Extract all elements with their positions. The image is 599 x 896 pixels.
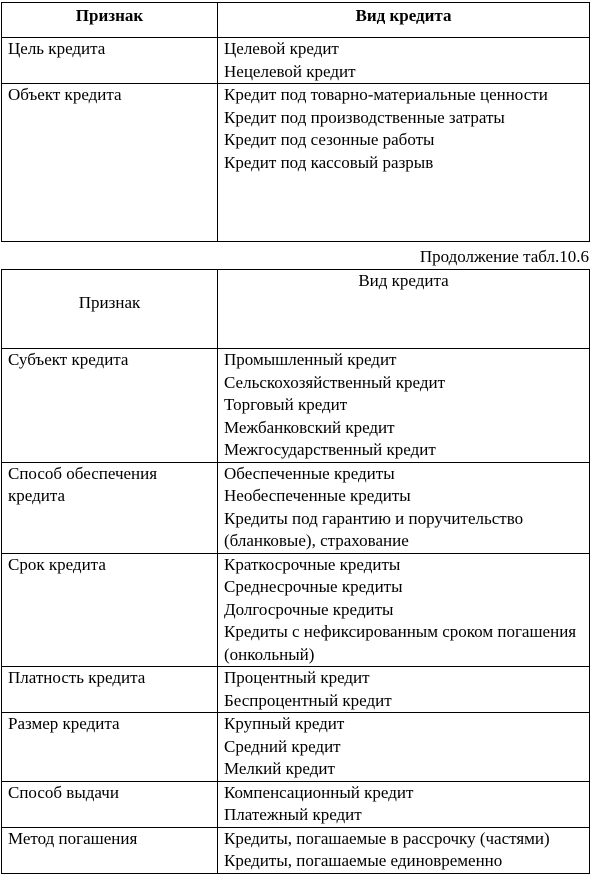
types-cell [218, 713, 590, 782]
feature-cell: Срок кредита [2, 553, 218, 667]
types-cell [218, 553, 590, 667]
table-row [2, 713, 590, 782]
type-item: Процентный кредит [224, 668, 370, 687]
type-item: Мелкий кредит [224, 759, 335, 778]
type-item: Долгосрочные кредиты [224, 599, 394, 619]
feature-cell: Способ выдачи [2, 781, 218, 827]
table-row [2, 462, 590, 553]
type-item: Кредит под кассовый разрыв [224, 152, 434, 172]
type-item: Компенсационный кредит [224, 782, 414, 802]
type-item: Межгосударственный кредит [224, 440, 436, 459]
type-item: Кредиты с нефиксированным сроком погашения (онкольный) [224, 622, 577, 664]
types-cell [218, 827, 590, 873]
table-row [2, 38, 590, 84]
type-item: Кредиты, погашаемые единовременно [224, 851, 503, 870]
type-item: Кредит под производственные затраты [224, 107, 505, 127]
type-item: Кредиты под гарантию и поручительство (бланковые), страхование [224, 508, 524, 550]
type-item: Кредит под сезонные работы [224, 130, 435, 149]
table-row [2, 667, 590, 713]
type-item: Промышленный кредит [224, 350, 397, 369]
table-row [2, 781, 590, 827]
header-credit-type: Вид кредита [218, 3, 590, 38]
types-cell [218, 38, 590, 84]
type-item: Краткосрочные кредиты [224, 554, 401, 574]
header-feature: Признак [2, 270, 218, 349]
feature-cell: Платность кредита [2, 667, 218, 713]
continuation-caption: Продолжение табл.10.6 [419, 247, 589, 266]
type-item: Беспроцентный кредит [224, 690, 392, 710]
type-item: Сельскохозяйственный кредит [224, 372, 445, 392]
type-item: Целевой кредит [224, 39, 339, 58]
table-row [2, 553, 590, 667]
type-item: Среднесрочные кредиты [224, 577, 403, 596]
feature-cell: Субъект кредита [2, 349, 218, 463]
table-header-row [2, 3, 590, 38]
type-item: Кредиты, погашаемые в рассрочку (частями) [224, 828, 550, 848]
type-item: Крупный кредит [224, 714, 345, 733]
type-item: Обеспеченные кредиты [224, 463, 395, 483]
type-item: Средний кредит [224, 736, 341, 756]
types-cell [218, 349, 590, 463]
types-cell [218, 781, 590, 827]
credit-types-table-part1 [1, 2, 590, 242]
type-item: Межбанковский кредит [224, 417, 395, 437]
type-item: Кредит под товарно-материальные ценности [224, 85, 548, 104]
table-row [2, 84, 590, 242]
type-item: Платежный кредит [224, 805, 362, 824]
type-item: Нецелевой кредит [224, 61, 356, 81]
table-row [2, 827, 590, 873]
feature-cell: Объект кредита [2, 84, 218, 242]
header-credit-type: Вид кредита [218, 270, 590, 349]
feature-cell: Размер кредита [2, 713, 218, 782]
type-item: Необеспеченные кредиты [224, 486, 411, 505]
types-cell [218, 667, 590, 713]
types-cell [218, 462, 590, 553]
feature-cell: Метод погашения [2, 827, 218, 873]
feature-cell: Цель кредита [2, 38, 218, 84]
table-row [2, 349, 590, 463]
type-item: Торговый кредит [224, 395, 348, 414]
table-header-row [2, 270, 590, 349]
header-feature: Признак [2, 3, 218, 38]
credit-types-table-part2 [1, 269, 590, 874]
feature-cell: Способ обеспечения кредита [2, 462, 218, 553]
types-cell [218, 84, 590, 242]
